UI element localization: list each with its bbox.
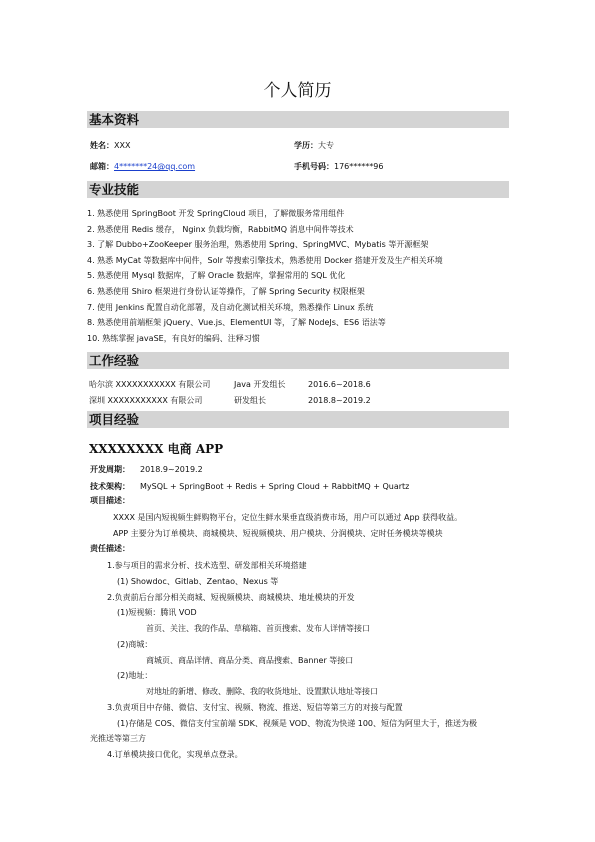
list-item: 4. 熟悉 MyCat 等数据库中间件，Solr 等搜索引擎技术，熟悉使用 Docker 搭建开发及生产相关环境 [87, 255, 443, 265]
responsibility-line: 4.订单模块接口优化，实现单点登录。 [107, 750, 243, 759]
work-period: 2018.8~2019.2 [308, 396, 371, 405]
name-label: 姓名： [90, 141, 114, 150]
education-field [294, 141, 334, 151]
responsibility-label: 责任描述： [90, 544, 130, 553]
responsibility-line: 首页、关注、我的作品、草稿箱、首页搜索、发布人详情等接口 [146, 624, 370, 633]
email-label: 邮箱： [90, 162, 114, 171]
responsibility-line: (1)存储是 COS、微信支付宝前端 SDK、视频是 VOD、物流为快递 100、短信为阿里大于，推送为极 [117, 719, 478, 728]
name-field [90, 141, 130, 151]
list-item: 7. 使用 Jenkins 配置自动化部署，及自动化测试相关环境，熟悉操作 Linux 系统 [87, 302, 374, 312]
section-heading-project: 项目经验 [87, 411, 509, 428]
work-company: 深圳 XXXXXXXXXXX 有限公司 [89, 396, 203, 405]
responsibility-line: (1) Showdoc、Gitlab、Zentao、Nexus 等 [117, 577, 279, 586]
skills-list [87, 206, 443, 346]
list-item: 10. 熟练掌握 javaSE，有良好的编码、注释习惯 [87, 333, 260, 343]
phone-label: 手机号码： [294, 162, 334, 171]
responsibility-line: 3.负责项目中存储、微信、支付宝、视频、物流、推送、短信等第三方的对接与配置 [107, 703, 403, 712]
description-line: APP 主要分为订单模块、商城模块、短视频模块、用户模块、分润模块、定时任务模块等模块 [113, 529, 443, 538]
work-period: 2016.6~2018.6 [308, 380, 371, 389]
responsibility-line: 光推送等第三方 [90, 734, 146, 743]
responsibility-line: (2)地址： [117, 671, 153, 680]
responsibility-line: 对地址的新增、修改、删除、我的收货地址、设置默认地址等接口 [146, 687, 378, 696]
education-label: 学历： [294, 141, 318, 150]
email-link[interactable]: 4*******24@qq.com [114, 162, 196, 171]
list-item: 2. 熟悉使用 Redis 缓存， Nginx 负载均衡，RabbitMQ 消息中间件等技术 [87, 224, 354, 234]
list-item: 3. 了解 Dubbo+ZooKeeper 服务治理，熟悉使用 Spring、SpringMVC、Mybatis 等开源框架 [87, 240, 429, 250]
section-heading-basic: 基本资料 [87, 111, 509, 128]
responsibility-line: (2)商城： [117, 640, 153, 649]
section-heading-skills: 专业技能 [87, 181, 509, 198]
responsibility-line: 1.参与项目的需求分析、技术选型、研发部相关环境搭建 [107, 561, 307, 570]
work-company: 哈尔滨 XXXXXXXXXXX 有限公司 [89, 380, 211, 389]
period-label: 开发周期： [90, 465, 130, 474]
name-value: XXX [114, 141, 131, 150]
responsibility-line: 2.负责前后台部分相关商城、短视频模块、商城模块、地址模块的开发 [107, 593, 355, 602]
email-field [90, 162, 195, 172]
work-role: 研发组长 [234, 396, 266, 405]
description-label: 项目描述： [90, 496, 130, 505]
list-item: 8. 熟悉使用前端框架 jQuery、Vue.js、ElementUI 等，了解 NodeJs、ES6 语法等 [87, 318, 386, 328]
work-role: Java 开发组长 [234, 380, 286, 389]
project-name: XXXXXXXX 电商 APP [89, 442, 224, 456]
responsibility-line: (1)短视频：腾讯 VOD [117, 608, 197, 617]
list-item: 5. 熟悉使用 Mysql 数据库，了解 Oracle 数据库，掌握常用的 SQL 优化 [87, 271, 346, 281]
page-title: 个人简历 [263, 81, 332, 101]
list-item: 1. 熟悉使用 SpringBoot 开发 SpringCloud 项目，了解微服务常用组件 [87, 209, 345, 218]
project-period [90, 465, 203, 475]
project-architecture [90, 482, 410, 492]
phone-field [294, 162, 383, 172]
architecture-label: 技术架构： [90, 482, 130, 491]
architecture-value: MySQL + SpringBoot + Redis + Spring Cloud + RabbitMQ + Quartz [140, 482, 410, 491]
phone-value: 176******96 [334, 162, 384, 171]
period-value: 2018.9~2019.2 [140, 465, 203, 474]
section-heading-work: 工作经验 [87, 352, 509, 369]
responsibility-line: 商城页、商品详情、商品分类、商品搜索、Banner 等接口 [146, 656, 354, 665]
description-line: XXXX 是国内短视频生鲜购物平台，定位生鲜水果垂直级消费市场，用户可以通过 App 获得收益。 [113, 513, 463, 522]
list-item: 6. 熟悉使用 Shiro 框架进行身份认证等操作，了解 Spring Security 权限框架 [87, 286, 365, 296]
education-value: 大专 [318, 141, 334, 150]
